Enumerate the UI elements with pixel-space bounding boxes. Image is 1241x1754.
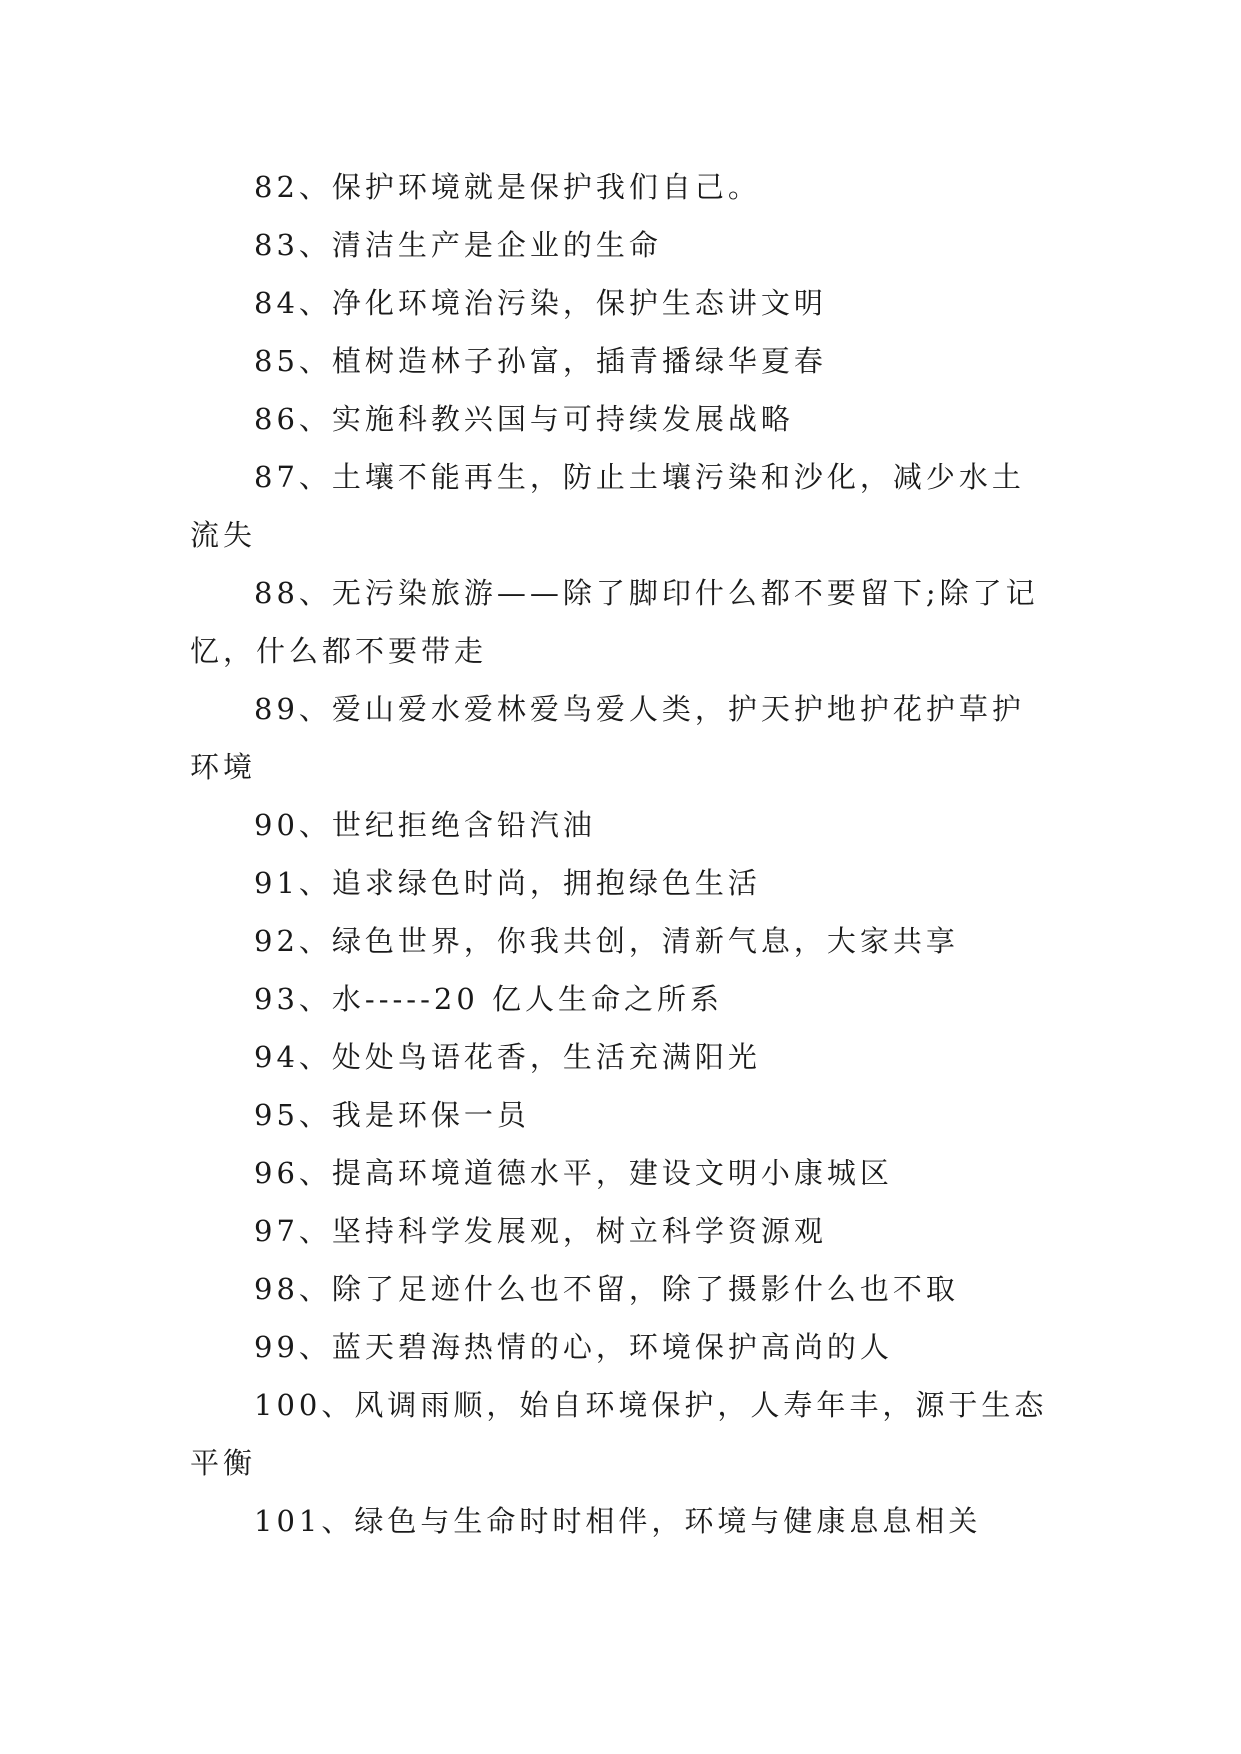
slogan-item-86: 86、实施科教兴国与可持续发展战略 <box>254 402 794 436</box>
slogan-item-88: 88、无污染旅游——除了脚印什么都不要留下;除了记忆，什么都不要带走 <box>190 576 1039 668</box>
slogan-item-84: 84、净化环境治污染，保护生态讲文明 <box>254 286 827 320</box>
slogan-item-82: 82、保护环境就是保护我们自己。 <box>254 170 761 204</box>
slogan-item-89: 89、爱山爱水爱林爱鸟爱人类，护天护地护花护草护环境 <box>190 692 1025 784</box>
slogan-item-99: 99、蓝天碧海热情的心，环境保护高尚的人 <box>254 1330 893 1364</box>
slogan-item-83: 83、清洁生产是企业的生命 <box>254 228 662 262</box>
slogan-item-85: 85、植树造林子孙富，插青播绿华夏春 <box>254 344 827 378</box>
slogan-item-94: 94、处处鸟语花香，生活充满阳光 <box>254 1040 761 1074</box>
slogan-item-100: 100、风调雨顺，始自环境保护，人寿年丰，源于生态平衡 <box>190 1388 1048 1480</box>
slogan-item-92: 92、绿色世界，你我共创，清新气息，大家共享 <box>254 924 959 958</box>
slogan-item-101: 101、绿色与生命时时相伴，环境与健康息息相关 <box>254 1504 982 1538</box>
slogan-item-96: 96、提高环境道德水平，建设文明小康城区 <box>254 1156 893 1190</box>
slogan-item-90: 90、世纪拒绝含铅汽油 <box>254 808 596 842</box>
slogan-list <box>190 158 1056 1550</box>
slogan-item-87: 87、土壤不能再生，防止土壤污染和沙化，减少水土流失 <box>190 460 1025 552</box>
slogan-item-97: 97、坚持科学发展观，树立科学资源观 <box>254 1214 827 1248</box>
slogan-item-93: 93、水-----20 亿人生命之所系 <box>254 982 724 1016</box>
slogan-item-91: 91、追求绿色时尚，拥抱绿色生活 <box>254 866 761 900</box>
slogan-item-98: 98、除了足迹什么也不留，除了摄影什么也不取 <box>254 1272 959 1306</box>
slogan-item-95: 95、我是环保一员 <box>254 1098 530 1132</box>
